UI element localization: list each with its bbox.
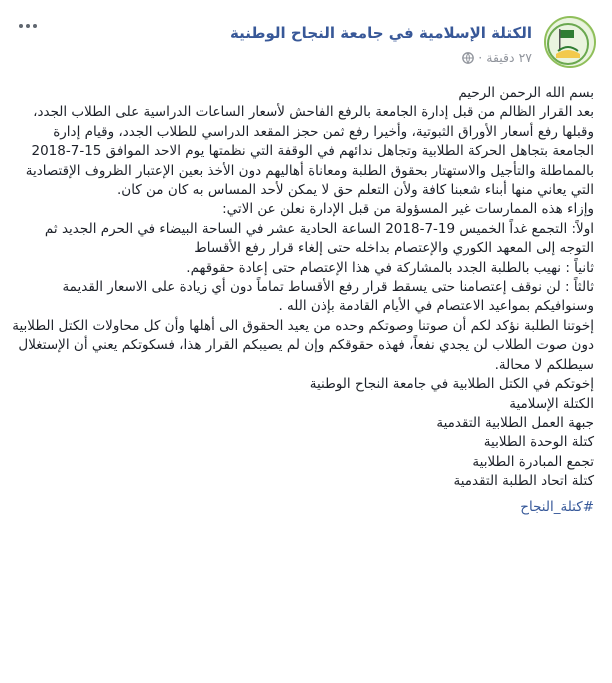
post-line-basmala: بسم الله الرحمن الرحيم — [458, 85, 594, 101]
post-signatory: الكتلة الإسلامية — [509, 395, 594, 412]
post-paragraph-appeal: إخوتنا الطلبة نؤكد لكم أن صوتنا وصوتكم وحده من يعيد الحقوق الى أهلها وأن كل محاولات الكتل الطلابية دون صوت الطلاب لن يجدي نفعاً، فهذه حقوقكم وإن لم يصيبكم القرار هذا، فسكوتكم يعني أن الإستغلال سيطلكم لا محالة. — [12, 317, 594, 373]
post-signatory: جبهة العمل الطلابية التقدمية — [436, 414, 594, 431]
hashtag-link[interactable]: #كتلة_النجاح — [520, 498, 594, 515]
more-options-icon[interactable] — [16, 18, 40, 34]
post-paragraph-intro: بعد القرار الظالم من قبل إدارة الجامعة بالرفع الفاحش لأسعار الساعات الدراسية على الطلاب الجدد، وقبلها رفع أسعار الأوراق الثبوتية، وأخيرا رفع ثمن حجز المقعد الدراسي للطلاب الجدد، وقيام إدارة الجامعة بتجاهل الحركة الطلابية وتجاهل ندائهم في الوقفة التي نظمتها يوم الاحد الموافق 15-7-2018 بالمماطلة والتأجيل والاستهتار بحقوق الطلبة ومعاناة أهاليهم دون الأخذ بعين الإعتبار الظروف الإقتصادية التي يعاني منها أبناء شعبنا كافة ولأن التعلم حق لا يمكن لأحد المساس به كان من كان. — [25, 104, 594, 199]
globe-icon[interactable] — [462, 52, 474, 64]
post-signature-intro: إخوتكم في الكتل الطلابية في جامعة النجاح الوطنية — [309, 376, 594, 393]
page-name-link[interactable]: الكتلة الإسلامية في جامعة النجاح الوطنية — [230, 24, 532, 42]
post-signatory: تجمع المبادرة الطلابية — [472, 453, 594, 470]
post-signatory: كتلة الوحدة الطلابية — [483, 434, 594, 451]
page-avatar[interactable] — [544, 16, 596, 68]
organization-logo-icon — [544, 18, 594, 68]
post-body — [12, 84, 594, 517]
post-timestamp[interactable]: ٢٧ دقيقة — [486, 50, 532, 65]
post-paragraph-third: ثالثاً : لن نوقف إعتصامنا حتى يسقط قرار رفع الأقساط تماماً دون أي زيادة على الاسعار القديمة وسنوافيكم بمواعيد الاعتصام في الأيام القادمة بإذن الله . — [62, 279, 594, 315]
post-paragraph-second: ثانياً : نهيب بالطلبة الجدد بالمشاركة في هذا الإعتصام حتى إعادة حقوقهم. — [186, 259, 594, 276]
post-header — [16, 16, 596, 76]
post-signatory: كتلة اتحاد الطلبة التقدمية — [453, 473, 594, 490]
post-paragraph-announce: وإزاء هذه الممارسات غير المسؤولة من قبل الإدارة نعلن عن الاتي: — [222, 201, 594, 218]
post-meta — [462, 50, 532, 65]
post-paragraph-first: اولاً: التجمع غداً الخميس 19-7-2018 الساعة الحادية عشر في الساحة البيضاء في الحرم الجديد ثم التوجه إلى المعهد الكوري والإعتصام بداخله حتى إلغاء قرار رفع الأقساط — [44, 220, 594, 257]
meta-separator: · — [478, 50, 483, 65]
